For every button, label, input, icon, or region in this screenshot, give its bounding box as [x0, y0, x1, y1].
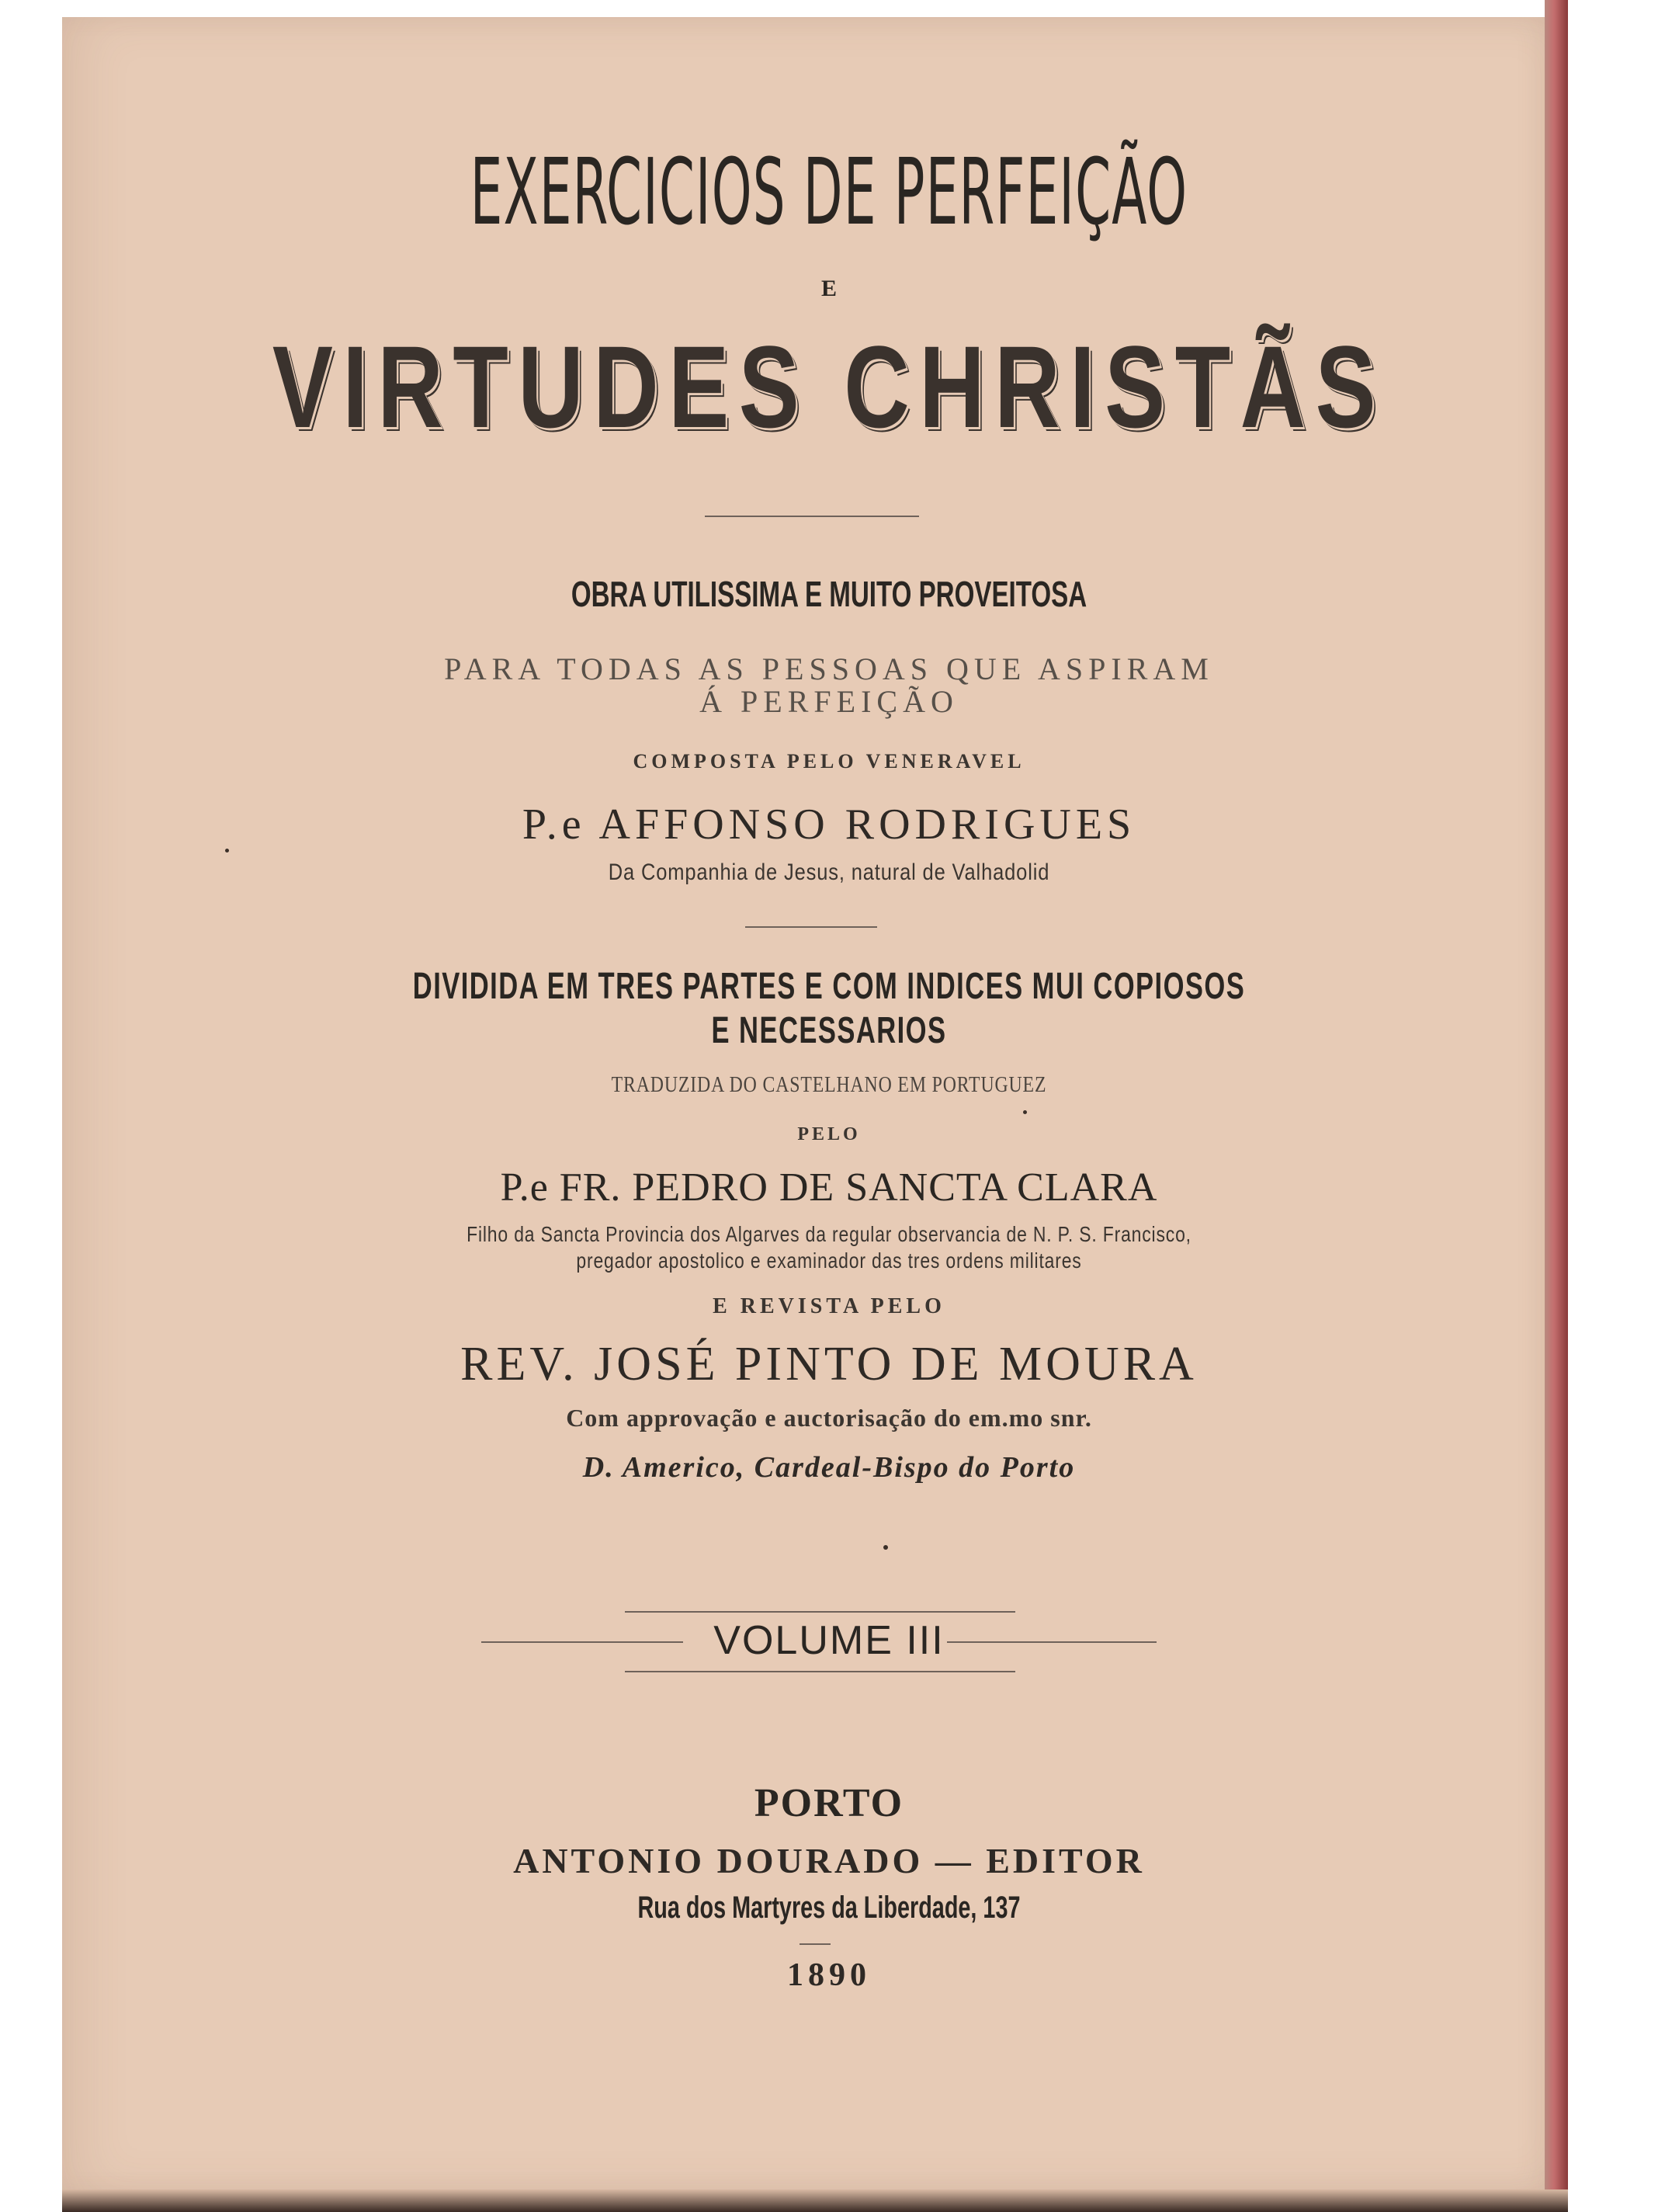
translator-name: P.e FR. PEDRO DE SANCTA CLARA	[500, 1165, 1158, 1210]
ink-spot	[1023, 1110, 1027, 1114]
volume-rule-top	[625, 1611, 1015, 1613]
translator-affiliation-2: pregador apostolico e examinador das tres ordens militares	[576, 1248, 1082, 1273]
bishop-name: D. Americo, Cardeal-Bispo do Porto	[582, 1451, 1076, 1484]
reviser-name: REV. JOSÉ PINTO DE MOURA	[460, 1338, 1198, 1391]
publisher: ANTONIO DOURADO — EDITOR	[513, 1841, 1145, 1880]
division-line-1: DIVIDIDA EM TRES PARTES E COM INDICES MUI COPIOSOS	[412, 966, 1246, 1007]
division-line-2: E NECESSARIOS	[711, 1010, 947, 1051]
translator-affiliation-1: Filho da Sancta Provincia dos Algarves da regular observancia de N. P. S. Francisco,	[467, 1222, 1191, 1246]
volume-label: VOLUME III	[713, 1618, 945, 1663]
by-label: PELO	[797, 1124, 861, 1144]
title-conjunction: E	[820, 276, 837, 301]
divider-rule	[745, 926, 877, 928]
subtitle-2-line2: Á PERFEIÇÃO	[699, 684, 959, 719]
publication-year: 1890	[787, 1957, 871, 1993]
book-title-main: EXERCICIOS DE PERFEIÇÃO	[470, 138, 1188, 245]
author-affiliation: Da Companhia de Jesus, natural de Valhadolid	[608, 859, 1050, 885]
volume-rule-bottom	[625, 1671, 1015, 1672]
approval-text: Com approvação e auctorisação do em.mo snr.	[566, 1404, 1092, 1432]
translation-note: TRADUZIDA DO CASTELHANO EM PORTUGUEZ	[611, 1073, 1047, 1097]
publisher-address: Rua dos Martyres da Liberdade, 137	[637, 1891, 1021, 1925]
divider-rule	[800, 1943, 831, 1945]
book-title-second: VIRTUDES CHRISTÃS	[272, 321, 1386, 452]
ink-spot	[883, 1545, 888, 1550]
bottom-shadow	[62, 2189, 1568, 2212]
publication-city: PORTO	[754, 1781, 904, 1825]
divider-rule	[705, 516, 919, 517]
author-name: P.e AFFONSO RODRIGUES	[522, 800, 1136, 849]
subtitle-2-line1: PARA TODAS AS PESSOAS QUE ASPIRAM	[444, 651, 1214, 686]
reviewed-by-label: E REVISTA PELO	[713, 1294, 945, 1318]
subtitle-1: OBRA UTILISSIMA E MUITO PROVEITOSA	[571, 574, 1087, 614]
composed-by-label: COMPOSTA PELO VENERAVEL	[633, 750, 1025, 773]
